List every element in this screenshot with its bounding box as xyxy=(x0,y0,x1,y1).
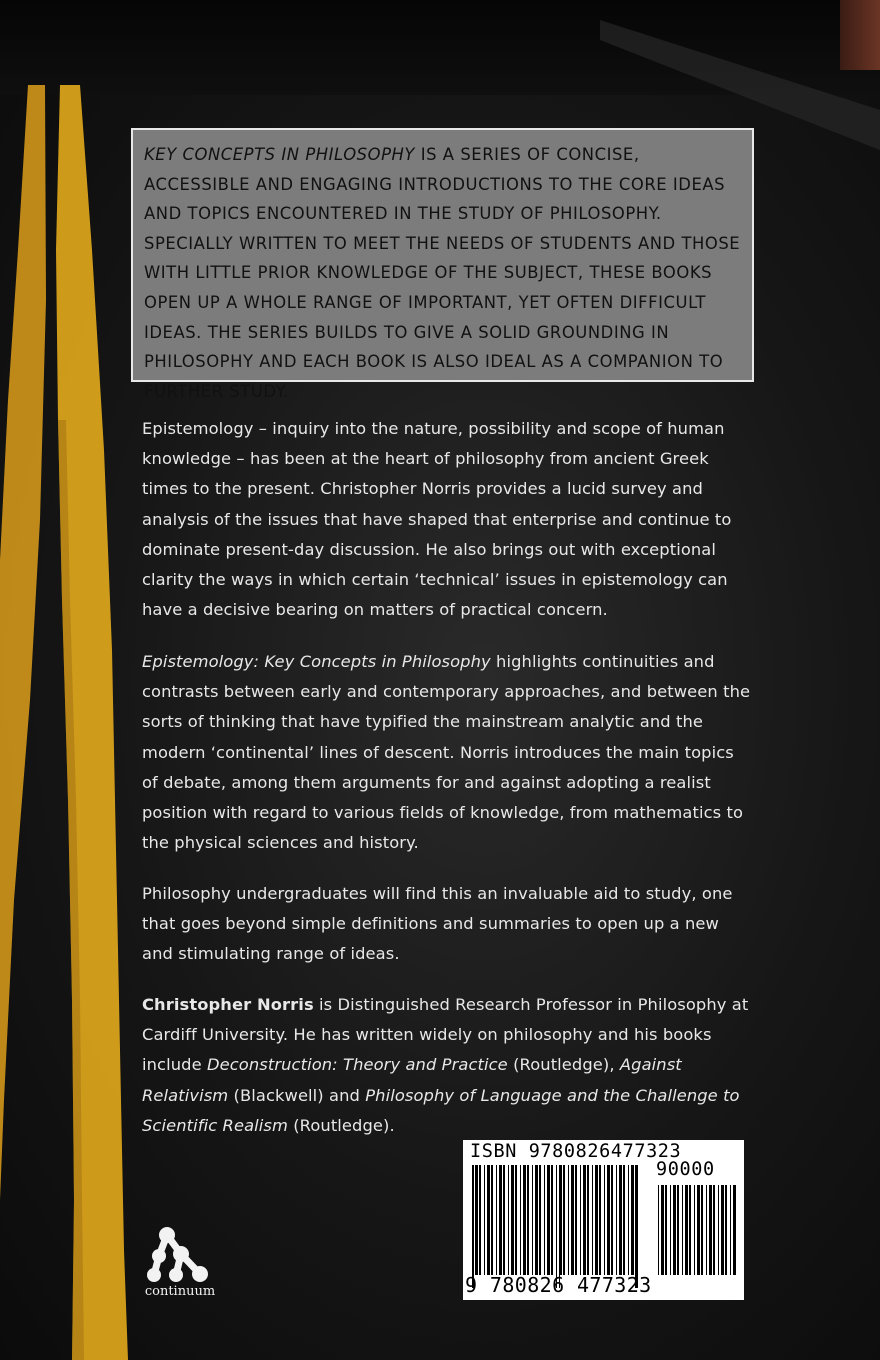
barcode-bar xyxy=(706,1185,707,1275)
road-line-left xyxy=(0,85,46,1200)
barcode-bar xyxy=(599,1165,601,1275)
barcode-bar xyxy=(535,1165,538,1275)
barcode-bar xyxy=(508,1165,509,1275)
barcode-bar xyxy=(607,1165,610,1275)
barcode-bar xyxy=(718,1185,719,1275)
barcode-bar xyxy=(571,1165,574,1275)
author-bio-text-3: (Blackwell) and xyxy=(228,1085,366,1105)
barcode-bar xyxy=(713,1185,715,1275)
barcode-bar xyxy=(709,1185,712,1275)
barcode-bar xyxy=(520,1165,521,1275)
barcode-bar xyxy=(721,1185,724,1275)
barcode-bar xyxy=(658,1185,659,1275)
barcode-bar xyxy=(592,1165,593,1275)
author-book-1: Deconstruction: Theory and Practice xyxy=(206,1055,508,1075)
barcode-bar xyxy=(527,1165,529,1275)
barcode-bar xyxy=(682,1185,683,1275)
barcode-bar xyxy=(532,1165,533,1275)
barcode-bar xyxy=(665,1185,667,1275)
author-book-3: Philosophy of Language and the Challenge to Scientific Realism xyxy=(142,1085,740,1135)
barcode-bar xyxy=(539,1165,541,1275)
barcode-bar xyxy=(661,1185,664,1275)
author-bio-text-2: (Routledge), xyxy=(507,1055,620,1075)
barcode-bar xyxy=(568,1165,569,1275)
series-title: KEY CONCEPTS IN PHILOSOPHY xyxy=(144,145,415,164)
series-blurb-box xyxy=(131,128,754,401)
author-bio-text-1: is Distinguished Research Professor in Philosophy at Cardiff University. He has written widely on philosophy and his books include xyxy=(142,995,749,1075)
barcode-bar xyxy=(487,1165,490,1275)
description-paragraph-2 xyxy=(142,647,754,858)
barcode-bar xyxy=(511,1165,514,1275)
barcode-bar xyxy=(484,1165,485,1275)
barcode-bar xyxy=(730,1185,731,1275)
description-paragraph-3 xyxy=(142,879,754,970)
isbn-human-readable: 9 780826 477323 xyxy=(465,1273,652,1297)
continuum-logo-icon xyxy=(140,1222,220,1284)
barcode-bar xyxy=(515,1165,517,1275)
barcode-bar xyxy=(619,1165,622,1275)
barcode-bar xyxy=(544,1165,545,1275)
series-blurb-text: IS A SERIES OF CONCISE, ACCESSIBLE AND ENGAGING INTRODUCTIONS TO THE CORE IDEAS AND TOPICS ENCOUNTERED IN THE STUDY OF PHILOSOPHY. SPECIALLY WRITTEN TO MEET THE NEEDS OF STUDENTS AND THOSE WITH LITTLE PRIOR KNOWLEDGE OF THE SUBJECT, THESE BOOKS OPEN UP A WHOLE RANGE OF IMPORTANT, YET OFTEN DIFFICULT IDEAS. THE SERIES BUILDS TO GIVE A SOLID GROUNDING IN PHILOSOPHY AND EACH BOOK IS ALSO IDEAL AS A COMPANION TO FURTHER STUDY. xyxy=(144,145,741,401)
isbn-barcode xyxy=(463,1140,744,1300)
barcode-bar xyxy=(523,1165,526,1275)
description-p1-text: Epistemology – inquiry into the nature, possibility and scope of human knowledge – has been at the heart of philosophy from ancient Greek times to the present. Christopher Norris provides a lucid survey and analysis of the issues that have shaped that enterprise and continue to dominate present-day discussion. He also brings out with exceptional clarity the ways in which certain ‘technical’ issues in epistemology can have a decisive bearing on matters of practical concern. xyxy=(142,419,732,620)
barcode-bar xyxy=(670,1185,671,1275)
isbn-label: ISBN 9780826477323 xyxy=(470,1141,682,1162)
barcode-bar xyxy=(701,1185,703,1275)
barcode-bar xyxy=(689,1185,691,1275)
barcode-bar xyxy=(685,1185,688,1275)
barcode-bar xyxy=(479,1165,481,1275)
barcode-bar xyxy=(499,1165,502,1275)
barcode-bar xyxy=(583,1165,586,1275)
price-code: 90000 xyxy=(656,1159,715,1180)
barcode-bar xyxy=(628,1165,629,1275)
barcode-bar xyxy=(559,1165,560,1288)
publisher-name: continuum xyxy=(144,1284,216,1299)
publisher-logo xyxy=(140,1222,220,1302)
barcode-bar xyxy=(631,1165,634,1275)
description-p3-text: Philosophy undergraduates will find this an invaluable aid to study, one that goes beyond simple definitions and summaries to open up a new and stimulating range of ideas. xyxy=(142,884,733,964)
barcode-bar xyxy=(575,1165,577,1275)
barcode-bar xyxy=(616,1165,617,1275)
barcode-bar xyxy=(580,1165,581,1275)
barcode-bar xyxy=(503,1165,505,1275)
book-title: Epistemology: Key Concepts in Philosophy xyxy=(142,652,491,671)
barcode-bar xyxy=(556,1165,557,1288)
barcode-bar xyxy=(677,1185,679,1275)
description-p2-text: highlights continuities and contrasts between early and contemporary approaches, and between the sorts of thinking that have typified the mainstream analytic and the modern ‘continental’ lines of descent. Norris introduces the main topics of debate, among them arguments for and against adopting a realist position with regard to various fields of knowledge, from mathematics to the physical sciences and history. xyxy=(142,652,751,853)
author-name: Christopher Norris xyxy=(142,995,314,1014)
barcode-bar xyxy=(475,1165,478,1275)
barcode-bar xyxy=(472,1165,474,1288)
author-book-2: Against Relativism xyxy=(142,1055,682,1105)
barcode-bar xyxy=(491,1165,493,1275)
barcode-bar xyxy=(547,1165,550,1275)
barcode-bar xyxy=(595,1165,598,1275)
barcode-bar xyxy=(694,1185,695,1275)
barcode-bar xyxy=(563,1165,565,1275)
barcode-bar xyxy=(733,1185,736,1275)
barcode-bar xyxy=(496,1165,497,1275)
author-bio-text-4: (Routledge). xyxy=(287,1115,395,1135)
barcode-bar xyxy=(673,1185,676,1275)
barcode-bar xyxy=(604,1165,605,1275)
barcode-bar xyxy=(611,1165,613,1275)
barcode-bar xyxy=(551,1165,553,1275)
author-bio xyxy=(142,990,754,1141)
barcode-bar xyxy=(635,1165,638,1288)
barcode-bar xyxy=(725,1185,727,1275)
barcode-bar xyxy=(623,1165,625,1275)
barcode-bar xyxy=(587,1165,589,1275)
barcode-bar xyxy=(697,1185,700,1275)
description-paragraph-1 xyxy=(142,414,754,625)
